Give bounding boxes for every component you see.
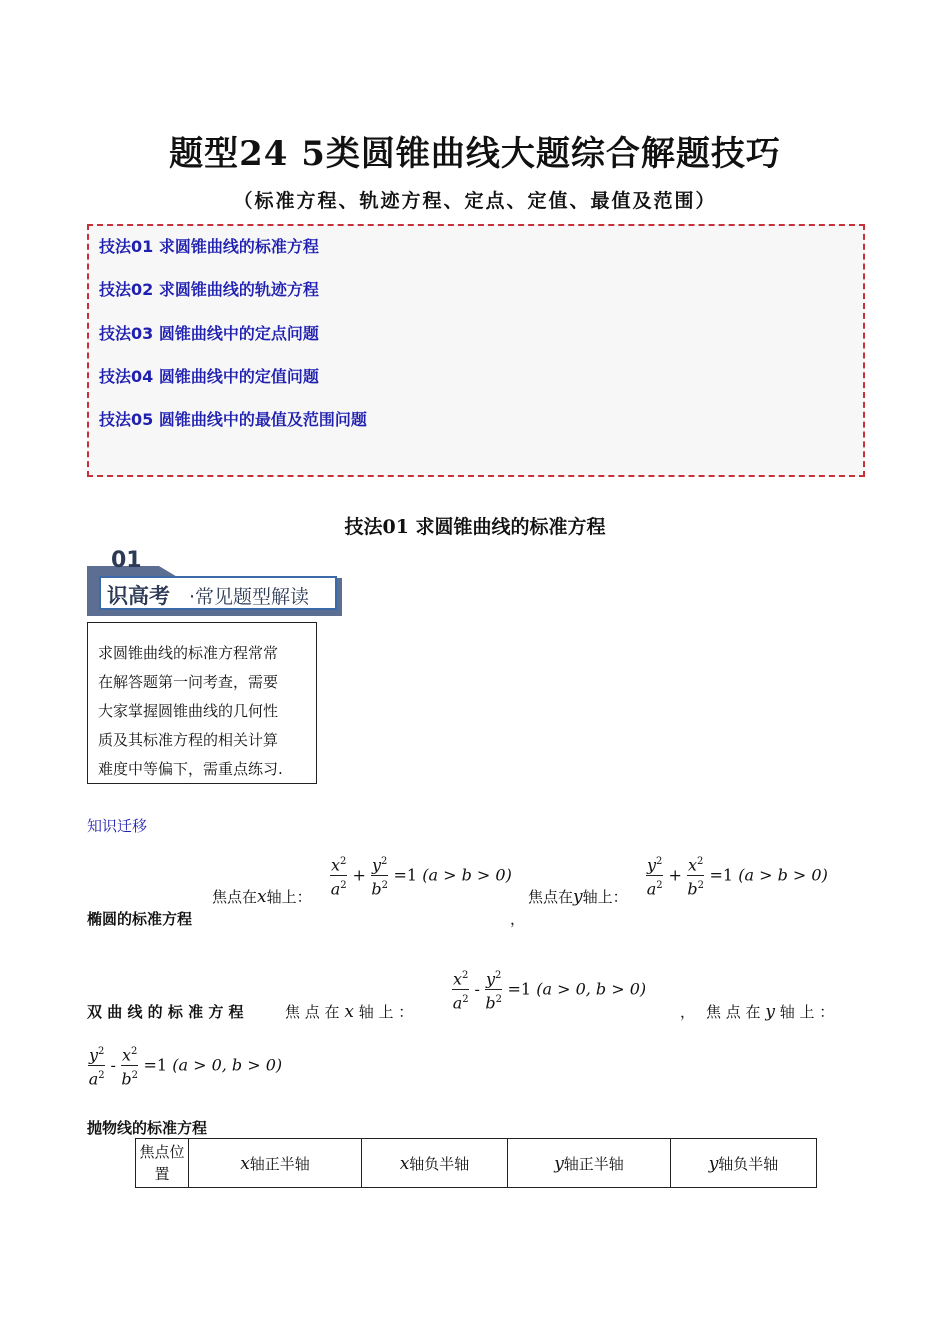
operator: - — [474, 979, 480, 999]
hyperbola-axis-label-2: 轴 上 ： — [779, 1003, 835, 1021]
hyperbola-label: 双 曲 线 的 标 准 方 程 — [87, 1003, 244, 1021]
fraction: $\frac{y^2}{a^2}$ — [88, 1042, 105, 1090]
fraction: $\frac{x^2}{b^2}$ — [121, 1042, 138, 1090]
hyperbola-axis-y: y — [765, 1002, 775, 1022]
ellipse-axis-label: 轴上： — [266, 888, 312, 906]
toc-item-3[interactable]: 技法03 圆锥曲线中的定点问题 — [99, 324, 319, 343]
ellipse-equation-y — [646, 852, 828, 900]
fraction: $\frac{y^2}{b^2}$ — [485, 966, 502, 1014]
section-badge — [87, 548, 342, 616]
fraction: $\frac{y^2}{a^2}$ — [646, 852, 663, 900]
table-header-cell: x轴负半轴 — [362, 1139, 508, 1188]
section-title: 技法01 求圆锥曲线的标准方程 — [344, 516, 606, 538]
condition: (a > b > 0) — [422, 865, 512, 885]
condition: (a > b > 0) — [738, 865, 828, 885]
badge-main-text: 识高考 — [107, 584, 170, 608]
ellipse-equation-x — [330, 852, 512, 900]
page-title: 题型24 5类圆锥曲线大题综合解题技巧 — [169, 134, 781, 174]
hyperbola-equation-x — [452, 966, 646, 1014]
condition: (a > 0, b > 0) — [172, 1055, 283, 1075]
intro-box — [87, 622, 317, 784]
table-header-cell: y轴负半轴 — [671, 1139, 817, 1188]
operator: + — [352, 865, 366, 885]
toc-item-2[interactable]: 技法02 求圆锥曲线的轨迹方程 — [99, 280, 319, 299]
ellipse-comma: ， — [510, 910, 526, 928]
hyperbola-focus-x-prefix: 焦 点 在 — [285, 1003, 340, 1021]
badge-sub-text: ·常见题型解读 — [189, 586, 310, 608]
hyperbola-focus-y-prefix: 焦 点 在 — [706, 1003, 761, 1021]
table-header-cell: x轴正半轴 — [189, 1139, 362, 1188]
hyperbola-focus-x-text — [285, 1001, 413, 1022]
table-header-cell: y轴正半轴 — [508, 1139, 671, 1188]
hyperbola-axis-label: 轴 上 ： — [358, 1003, 414, 1021]
badge-label-box — [99, 576, 337, 610]
toc-item-1[interactable]: 技法01 求圆锥曲线的标准方程 — [99, 237, 319, 256]
ellipse-axis-y: y — [573, 887, 583, 907]
page-subtitle: （标准方程、轨迹方程、定点、定值、最值及范围） — [233, 190, 717, 212]
ellipse-focus-x-prefix: 焦点在 — [212, 888, 258, 906]
hyperbola-comma: ， — [680, 1003, 696, 1021]
toc-box — [87, 224, 865, 477]
intro-line: 求圆锥曲线的标准方程常常 — [98, 644, 279, 662]
equals-one: =1 — [143, 1055, 168, 1075]
fraction: $\frac{y^2}{b^2}$ — [371, 852, 388, 900]
ellipse-axis-label: 轴上： — [582, 888, 628, 906]
intro-line: 难度中等偏下，需重点练习. — [98, 760, 283, 778]
toc-item-4[interactable]: 技法04 圆锥曲线中的定值问题 — [99, 367, 319, 386]
ellipse-focus-y-text — [528, 886, 628, 907]
fraction: $\frac{x^2}{a^2}$ — [330, 852, 347, 900]
equals-one: =1 — [393, 865, 418, 885]
ellipse-focus-y-prefix: 焦点在 — [528, 888, 574, 906]
equals-one: =1 — [507, 979, 532, 999]
fraction: $\frac{x^2}{b^2}$ — [687, 852, 704, 900]
hyperbola-axis-x: x — [344, 1002, 354, 1022]
intro-line: 在解答题第一问考查，需要 — [98, 673, 279, 691]
ellipse-axis-x: x — [257, 887, 267, 907]
condition: (a > 0, b > 0) — [536, 979, 647, 999]
parabola-table — [135, 1138, 817, 1188]
intro-line: 质及其标准方程的相关计算 — [98, 731, 279, 749]
toc-item-5[interactable]: 技法05 圆锥曲线中的最值及范围问题 — [99, 410, 367, 429]
badge-number: 01 — [111, 548, 142, 573]
hyperbola-focus-y-text — [706, 1001, 834, 1022]
knowledge-heading: 知识迁移 — [87, 817, 148, 835]
table-row — [136, 1139, 817, 1188]
hyperbola-equation-y — [88, 1042, 282, 1090]
equals-one: =1 — [709, 865, 734, 885]
operator: + — [668, 865, 682, 885]
table-header-cell: 焦点位置 — [136, 1139, 189, 1188]
ellipse-focus-x-text — [212, 886, 312, 907]
ellipse-label: 椭圆的标准方程 — [87, 910, 193, 928]
parabola-label: 抛物线的标准方程 — [87, 1119, 208, 1137]
operator: - — [110, 1055, 116, 1075]
intro-line: 大家掌握圆锥曲线的几何性 — [98, 702, 279, 720]
fraction: $\frac{x^2}{a^2}$ — [452, 966, 469, 1014]
